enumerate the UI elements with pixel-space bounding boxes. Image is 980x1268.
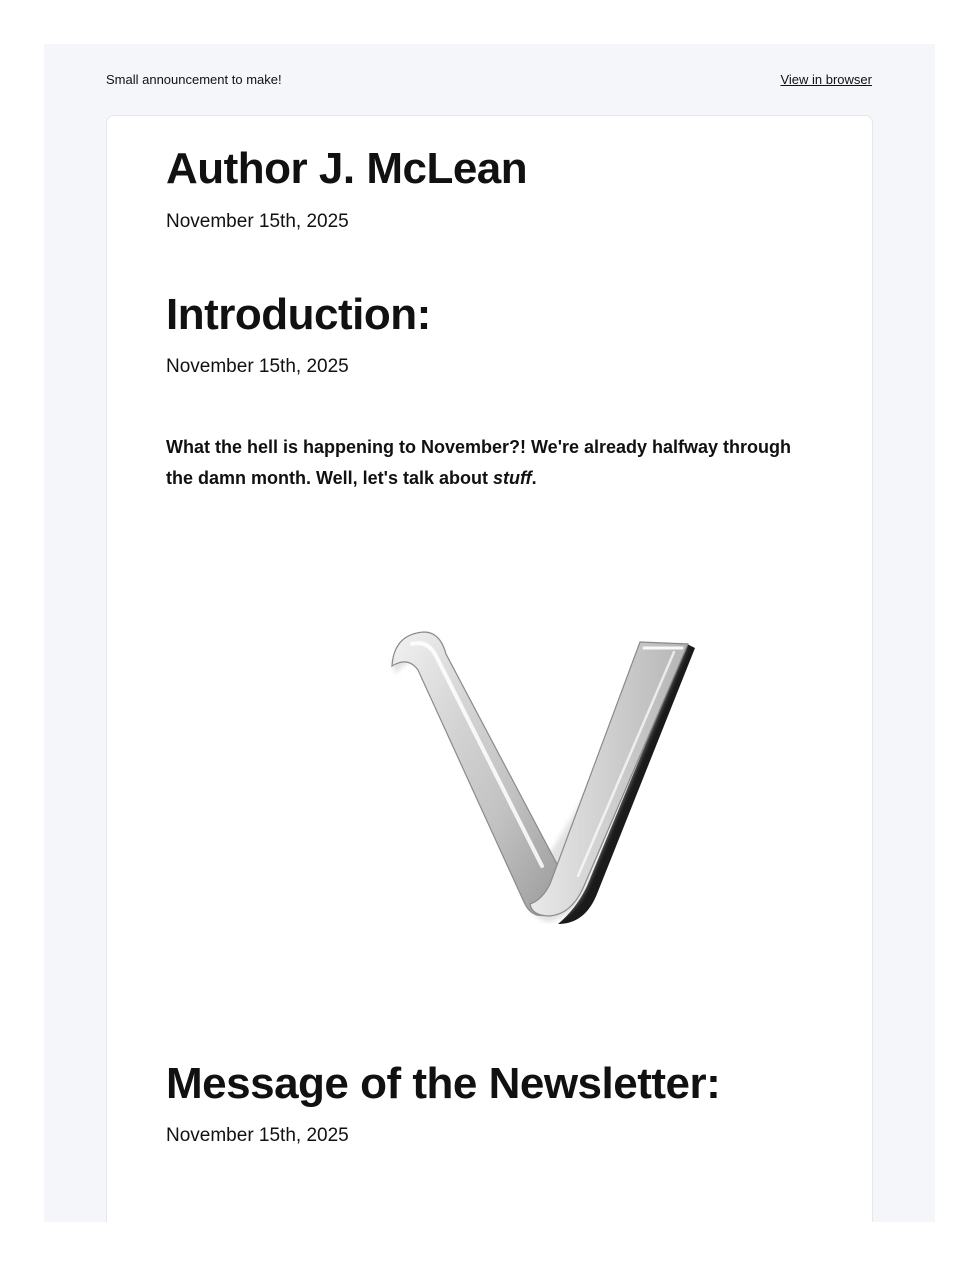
introduction-date: November 15th, 2025 bbox=[166, 356, 349, 377]
author-date: November 15th, 2025 bbox=[166, 211, 349, 232]
intro-text-emphasis: stuff bbox=[492, 468, 532, 488]
view-in-browser-link[interactable]: View in browser bbox=[780, 71, 872, 87]
email-background bbox=[44, 44, 935, 1222]
introduction-heading: Introduction: bbox=[166, 290, 431, 339]
intro-text-main: What the hell is happening to November?! We're already halfway through the damn month. Well, let's talk about bbox=[166, 437, 792, 488]
message-date: November 15th, 2025 bbox=[166, 1125, 349, 1146]
message-heading: Message of the Newsletter: bbox=[166, 1059, 721, 1108]
author-heading: Author J. McLean bbox=[166, 144, 528, 193]
newsletter-card bbox=[106, 115, 873, 1222]
announcement-text: Small announcement to make! bbox=[106, 71, 282, 87]
chrome-v-logo-icon bbox=[382, 604, 702, 924]
email-topbar bbox=[106, 68, 872, 90]
intro-text-end: . bbox=[531, 468, 537, 488]
introduction-paragraph bbox=[166, 432, 806, 494]
